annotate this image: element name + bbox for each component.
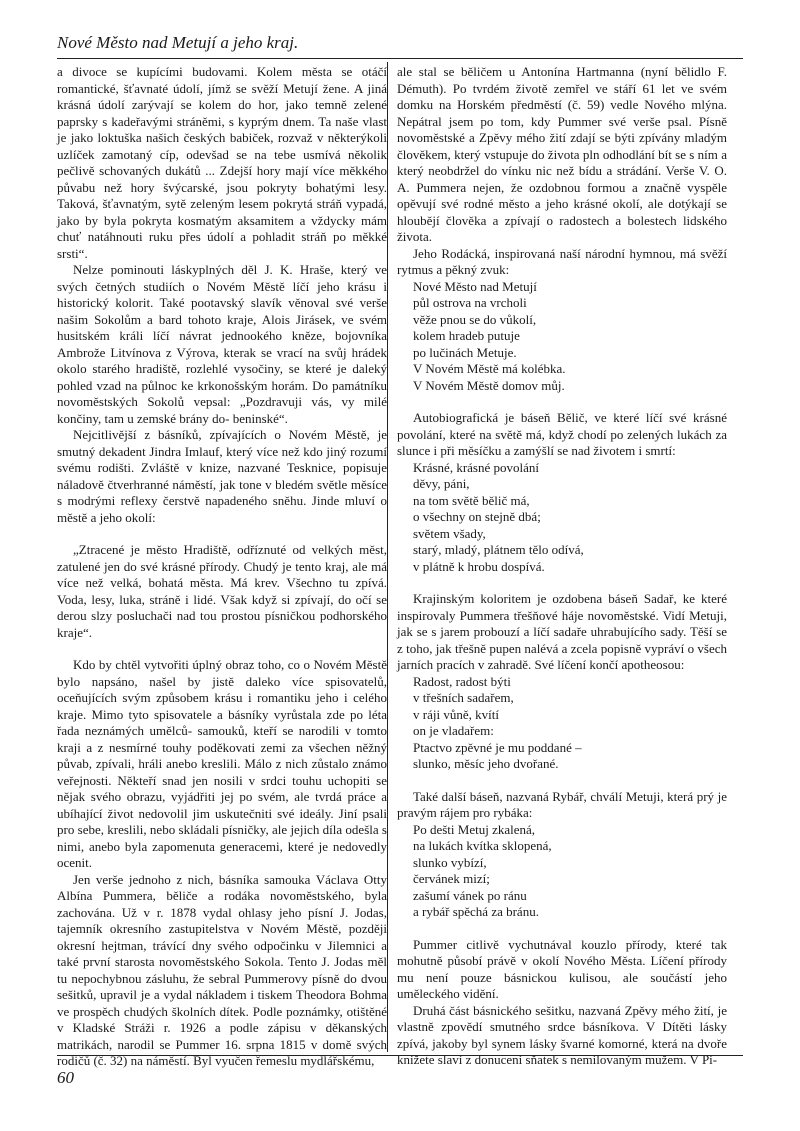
poem-line: v třešních sadařem,: [413, 690, 514, 705]
poem-line: Po dešti Metuj zkalená,: [413, 821, 536, 837]
poem-line: půl ostrova na vrcholi: [413, 295, 527, 310]
poem-line: zašumí vánek po ránu: [413, 887, 527, 903]
poem-line: v plátně k hrobu dospívá.: [413, 558, 545, 574]
running-header: [57, 30, 743, 59]
poem-line: Ptactvo zpěvné je mu poddané –: [413, 739, 582, 755]
poem-line: na tom světě bělič má,: [413, 492, 530, 508]
paragraph: Krajinským koloritem je ozdobena báseň Sadař, ke které inspirovaly Pummera třešňové háje novoměstské. Vidí Metuji, jak se s jarem probouzí a líčí sadaře uhrabujícího sady. Těší se z toho, jak třešně pupen nalévá a zcela popisně vypráví o všech jarních pracích v zahradě. Své líčení končí apotheosou:: [397, 591, 727, 672]
poem-rybar: [413, 822, 727, 921]
poem-line: o všechny on stejně dbá;: [413, 509, 541, 524]
right-column: [397, 64, 727, 1069]
poem-line: V Novém Městě má kolébka.: [413, 361, 566, 376]
poem-rodacka: [413, 279, 727, 395]
poem-line: a rybář spěchá za bránu.: [413, 904, 539, 919]
poem-line: na lukách kvítka sklopená,: [413, 838, 552, 853]
poem-line: kolem hradeb putuje: [413, 328, 520, 343]
paragraph: Nejcitlivější z básníků, zpívajících o Novém Městě, je smutný dekadent Jindra Imlauf, který více než kdo jiný rozumí svému rodišti. Zvláště v knize, nazvané Tesknice, popisuje náladově čtverhranné náměstí, jak tone v bledém světle měsíce s modrými reflexy čerstvě napadeného sněhu. Jinde mluví o městě a jeho okolí:: [57, 427, 387, 525]
poem-line: po lučinách Metuje.: [413, 344, 517, 360]
poem-line: věže pnou se do vůkolí,: [413, 311, 537, 327]
paragraph: Pummer citlivě vychutnával kouzlo přírody, které tak mohutně působí právě v okolí Nového Města. Líčení přírody mu není pouze básnickou kulisou, ale součástí jeho uměleckého vidění.: [397, 936, 727, 1001]
column-divider: [387, 62, 388, 1052]
paragraph: Jeho Rodácká, inspirovaná naší národní hymnou, má svěží rytmus a pěkný zvuk:: [397, 245, 727, 277]
paragraph: Kdo by chtěl vytvořiti úplný obraz toho, co o Novém Městě bylo napsáno, našel by jistě daleko více spisovatelů, oceňujících svým způsobem krásu i romantiku jeho i celého kraje. Mimo tyto spisovatele a básníky vyrůstala zde po léta řada neznámých umělců- samouků, kteří se narodili v tomto kraji a z nesmírné touhy poděkovati zemi za všechen něžný půvab, zpívali, hráli anebo kreslili. Málo z nich zůstalo známo veřejnosti. Někteří snad jen nosili v srdci touhu uchopiti se nějak svého obrazu, vyjádřiti jej po svém, ale tvrdá práce a ubíhající život nedovolil jim uskutečniti své ideály. Jiní psali pro sebe, kreslili, nebo skládali písničky, ale jejich díla odešla s nimi, anebo byla zapomenuta generacemi, které je nedovedly ocenit.: [57, 657, 387, 870]
poem-line: červánek mizí;: [413, 871, 490, 886]
poem-line: Nové Město nad Metují: [413, 278, 537, 294]
left-column: [57, 64, 387, 1070]
paragraph: Autobiografická je báseň Bělič, ve které líčí své krásné povolání, které na světě má, když chodí po zelených lukách za slunce i při měsíčku a zamýšlí se nad životem i smrtí:: [397, 410, 727, 458]
poem-line: světem všady,: [413, 525, 486, 541]
poem-line: starý, mladý, plátnem tělo odívá,: [413, 542, 584, 557]
paragraph: ale stal se běličem u Antonína Hartmanna (nyní bělidlo F. Démuth). Po tvrdém životě zemřel ve stáří 61 let ve svém domku na Horském předměstí (č. 59) vedle Nového mlýna. Nepátral jsem po tom, kdy Pummer své verše psal. Písně novoměstské a Zpěvy mého žití zdají se býti zpívány mladým člověkem, který vstupuje do života pln odhodlání bít se s ním a který neobdržel do vínku nic než bídu a strádání. Verše V. O. A. Pummera nejen, že ozdobnou formou a značně vyspěle opěvují své rodné město a jeho krásné okolí, ale dotýkají se hloubějí člověka a zpívají o radostech a bolestech lidského života.: [397, 64, 727, 244]
poem-line: on je vladařem:: [413, 723, 494, 738]
poem-line: V Novém Městě domov můj.: [413, 377, 565, 393]
poem-line: děvy, páni,: [413, 476, 470, 491]
poem-line: v ráji vůně, kvítí: [413, 706, 499, 722]
paragraph: Také další báseň, nazvaná Rybář, chválí Metuji, která prý je pravým rájem pro rybáka:: [397, 788, 727, 820]
paragraph: Jen verše jednoho z nich, básníka samouka Václava Otty Albína Pummera, běliče a rodáka novoměstského, byla zachována. Už v r. 1878 vydal ohlasy jeho písní J. Jodas, tajemník okresního zastupitelstva v Novém Městě, později okresní hejtman, trávící dny svého odpočinku v Jilemnici a také první starosta novoměstského Sokola. Tento J. Jodas měl tu nepochybnou zásluhu, že sebral Pummerovy písně do dvou sešitků, upravil je a vydal nákladem i tiskem Theodora Bohma ve prospěch chudých školních dítek. Podle poznámky, otištěné v Kladské Stráži r. 1926 a podle zápisu v děkanských matrikách, narodil se Pummer 16. srpna 1815 v domě svých rodičů (č. 32) na náměstí. Byl vyučen řemeslu mydlářskému,: [57, 871, 387, 1068]
running-header-title: Nové Město nad Metují a jeho kraj.: [57, 33, 299, 52]
footer-rule: [57, 1055, 743, 1056]
poem-line: Radost, radost býti: [413, 673, 511, 689]
poem-sadar: [413, 674, 727, 773]
paragraph: Druhá část básnického sešitku, nazvaná Zpěvy mého žití, je vlastně zpovědí smutného srdce básníkova. V Dítěti lásky zpívá, jakoby byl synem lásky švarné komorné, která na dvoře knížete slaví z donucení sňatek s nemilovaným mužem. V Pí-: [397, 1002, 727, 1067]
poem-line: slunko, měsíc jeho dvořané.: [413, 756, 559, 771]
paragraph: Nelze pominouti láskyplných děl J. K. Hraše, který ve svých četných studiích o Novém Městě líčí jeho krásu i historický kolorit. Také pootavský slavík věnoval své verše našim Sokolům a bard tohoto kraje, Alois Jirásek, ve svém husitském králi líčí návrat jednookého kněze, bojovníka Ambrože Litvínova z Výrova, kterak se vrací na svůj hrádek okolo starého hradiště, rozlehlé vysočiny, se které je daleký pohled vzad na půlnoc ke krkonošským horám. Do památníku novoměstských Sokolů vepsal: „Pozdravuji vás, vy milé končiny, tam u zemské brány do- beninské“.: [57, 262, 387, 426]
poem-line: slunko vybízí,: [413, 854, 487, 870]
poem-belic: [413, 460, 727, 576]
page-number: 60: [57, 1068, 74, 1087]
paragraph: a divoce se kupícími budovami. Kolem města se otáčí romantické, šťavnaté údolí, jímž se svěží Metují žene. A jiná krásná údolí zarývají se kolem do hor, jako temně zelené paprsky s kadeřavými stráněmi, s kyprým dnem. Ta naše vlast je jako loktuška našich českých babiček, rozvaž v některýkoli uzlíček zamotaný cíp, odevšad se na tebe usmívá několik pečlivě schovaných dukátů ... Zdejší hory mají více měkkého půvabu než hory švýcarské, jsou pokryty bohatými lesy. Taková, šťavnatým, sytě zeleným lesem pokrytá stráň vypadá, jako by byla pokryta kosmatým aksamitem a vždycky mám chuť natáhnouti ruku přes údolí a pohladit stráň po měkké srsti“.: [57, 64, 387, 261]
quote-paragraph: „Ztracené je město Hradiště, odříznuté od velkých měst, zatulené jen do své krásné přírody. Chudý je tento kraj, ale má více než velká, bohatá města. Má krev. Všechno tu zpívá. Voda, lesy, luka, stráně i lidé. Však když si zpívají, do očí se derou slzy posluchači nad tou prostou písničkou podhorského kraje“.: [57, 542, 387, 640]
poem-line: Krásné, krásné povolání: [413, 459, 539, 475]
